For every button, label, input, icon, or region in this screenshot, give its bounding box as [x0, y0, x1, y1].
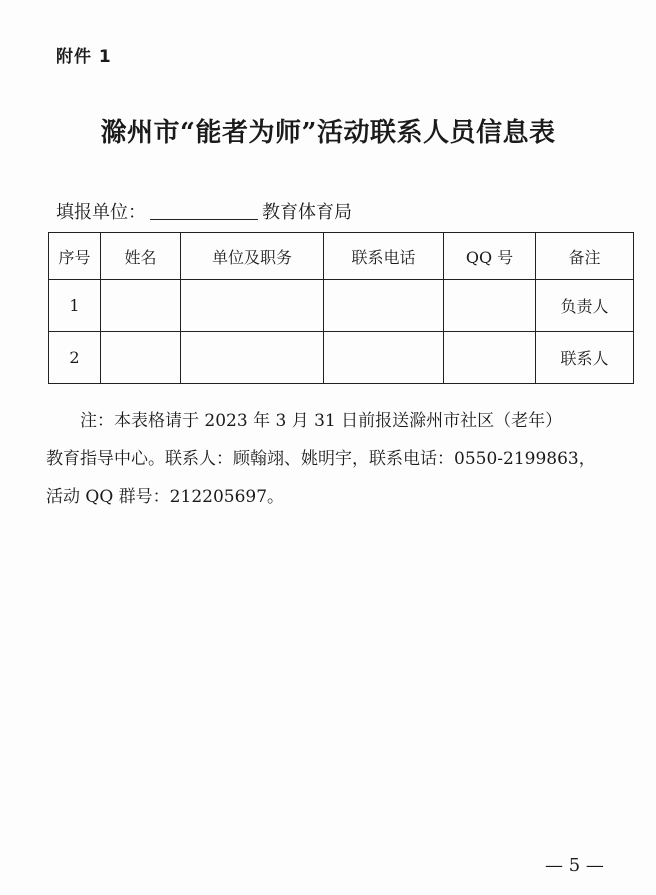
table-header-row — [49, 233, 634, 280]
cell-unit-position — [181, 280, 324, 332]
note-line-2: 教育指导中心。联系人：顾翰翊、姚明宇，联系电话：0550-2199863， — [46, 449, 596, 469]
cell-phone — [324, 332, 444, 384]
column-header-phone: 联系电话 — [324, 233, 444, 280]
cell-qq — [444, 280, 536, 332]
contact-info-table — [48, 232, 634, 384]
reporting-unit-value: 教育体育局 — [262, 202, 352, 223]
note-line-1: 注：本表格请于 2023 年 3 月 31 日前报送滁州市社区（老年） — [80, 411, 563, 431]
attachment-label: 附件 1 — [56, 47, 112, 67]
cell-no: 1 — [49, 280, 101, 332]
cell-remark: 联系人 — [536, 332, 634, 384]
note-line-3: 活动 QQ 群号：212205697。 — [46, 487, 285, 507]
note-paragraph — [46, 402, 636, 516]
column-header-name: 姓名 — [101, 233, 181, 280]
table-row — [49, 332, 634, 384]
cell-name — [101, 280, 181, 332]
cell-no: 2 — [49, 332, 101, 384]
cell-name — [101, 332, 181, 384]
cell-remark: 负责人 — [536, 280, 634, 332]
column-header-remark: 备注 — [536, 233, 634, 280]
column-header-no: 序号 — [49, 233, 101, 280]
cell-phone — [324, 280, 444, 332]
cell-qq — [444, 332, 536, 384]
reporting-unit-blank — [150, 201, 258, 220]
column-header-unit-position: 单位及职务 — [181, 233, 324, 280]
cell-unit-position — [181, 332, 324, 384]
reporting-unit-label: 填报单位： — [56, 202, 146, 223]
reporting-unit-line — [56, 198, 352, 224]
document-title: 滁州市“能者为师”活动联系人员信息表 — [100, 118, 556, 148]
page-number: — 5 — — [545, 855, 604, 876]
column-header-qq: QQ 号 — [444, 233, 536, 280]
table-row — [49, 280, 634, 332]
